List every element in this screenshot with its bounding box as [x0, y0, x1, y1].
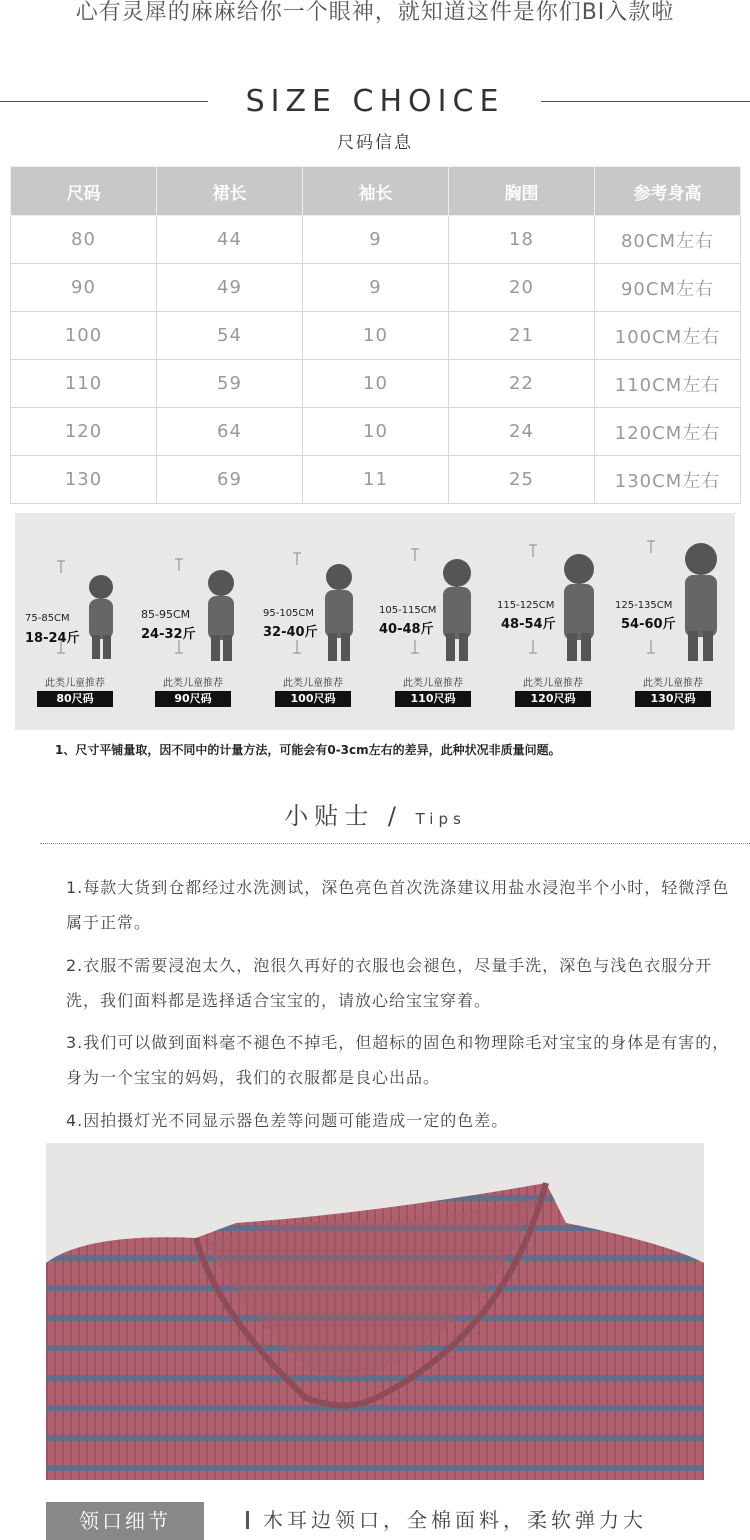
bar-divider — [246, 1511, 249, 1529]
cell-sleeve: 9 — [303, 264, 449, 312]
table-row — [11, 216, 741, 264]
promo-headline: 心有灵犀的麻麻给你一个眼神，就知道这件是你们BI入款啦 — [75, 0, 675, 25]
cell-sleeve: 10 — [303, 408, 449, 456]
cell-sleeve: 10 — [303, 360, 449, 408]
cell-size: 80 — [11, 216, 157, 264]
kid-guide-100 — [253, 513, 373, 730]
size-badge: 90尺码 — [155, 691, 231, 707]
size-table-header — [11, 167, 741, 216]
child-silhouette-icon — [613, 513, 733, 673]
cell-height: 100CM左右 — [595, 312, 741, 360]
cell-chest: 20 — [449, 264, 595, 312]
header-sleeve: 袖长 — [303, 167, 449, 216]
size-choice-title: SIZE CHOICE — [245, 84, 505, 119]
size-badge: 80尺码 — [37, 691, 113, 707]
tip-item: 4.因拍摄灯光不同显示器色差等问题可能造成一定的色差。 — [66, 1111, 509, 1130]
child-silhouette-icon — [373, 513, 493, 673]
weight-range: 24-32斤 — [141, 627, 196, 642]
cell-height: 80CM左右 — [595, 216, 741, 264]
collar-detail-description — [246, 1505, 647, 1535]
cell-size: 100 — [11, 312, 157, 360]
tip-item: 3.我们可以做到面料毫不褪色不掉毛，但超标的固色和物理除毛对宝宝的身体是有害的，身为一个宝宝的妈妈，我们的衣服都是良心出品。 — [66, 1033, 730, 1087]
recommend-label: 此类儿童推荐 — [283, 678, 343, 689]
size-badge: 130尺码 — [635, 691, 711, 707]
cell-chest: 21 — [449, 312, 595, 360]
height-range: 75-85CM — [25, 613, 70, 624]
collar-detail-tag: 领口细节 — [46, 1502, 204, 1540]
kid-guide-110 — [373, 513, 493, 730]
size-table — [10, 166, 741, 504]
size-badge: 120尺码 — [515, 691, 591, 707]
tips-slash: / — [387, 802, 402, 830]
cell-size: 90 — [11, 264, 157, 312]
height-guide-panel — [15, 513, 735, 730]
recommend-label: 此类儿童推荐 — [643, 678, 703, 689]
cell-length: 69 — [157, 456, 303, 504]
child-silhouette-icon — [15, 513, 135, 673]
tips-title-cn: 小贴士 — [284, 802, 375, 830]
cell-length: 64 — [157, 408, 303, 456]
weight-range: 18-24斤 — [25, 631, 80, 646]
header-size: 尺码 — [11, 167, 157, 216]
height-range: 125-135CM — [615, 600, 673, 611]
tips-title-en: Tips — [415, 810, 466, 828]
size-choice-subtitle: 尺码信息 — [337, 133, 413, 153]
striped-shirt-illustration — [46, 1143, 704, 1480]
cell-height: 90CM左右 — [595, 264, 741, 312]
table-row — [11, 312, 741, 360]
cell-length: 49 — [157, 264, 303, 312]
table-row — [11, 264, 741, 312]
table-row — [11, 456, 741, 504]
cell-height: 120CM左右 — [595, 408, 741, 456]
recommend-label: 此类儿童推荐 — [523, 678, 583, 689]
cell-chest: 24 — [449, 408, 595, 456]
tip-item: 2.衣服不需要浸泡太久，泡很久再好的衣服也会褪色，尽量手洗，深色与浅色衣服分开洗，我们面料都是选择适合宝宝的，请放心给宝宝穿着。 — [66, 956, 713, 1010]
child-silhouette-icon — [253, 513, 373, 673]
table-row — [11, 360, 741, 408]
cell-height: 110CM左右 — [595, 360, 741, 408]
recommend-label: 此类儿童推荐 — [45, 678, 105, 689]
height-range: 115-125CM — [497, 600, 555, 611]
recommend-label: 此类儿童推荐 — [403, 678, 463, 689]
kid-guide-130 — [613, 513, 733, 730]
table-row — [11, 408, 741, 456]
size-badge: 100尺码 — [275, 691, 351, 707]
header-chest: 胸围 — [449, 167, 595, 216]
child-silhouette-icon — [493, 513, 613, 673]
recommend-label: 此类儿童推荐 — [163, 678, 223, 689]
measurement-note: 1、尺寸平铺量取，因不同中的计量方法，可能会有0-3cm左右的差异，此种状况非质量问题。 — [55, 743, 561, 757]
kid-guide-120 — [493, 513, 613, 730]
header-height: 参考身高 — [595, 167, 741, 216]
tip-item: 1.每款大货到仓都经过水洗测试，深色亮色首次洗涤建议用盐水浸泡半个小时，轻微浮色属于正常。 — [66, 878, 730, 932]
height-range: 95-105CM — [263, 608, 315, 619]
tips-divider — [40, 843, 750, 844]
cell-size: 120 — [11, 408, 157, 456]
cell-length: 44 — [157, 216, 303, 264]
cell-chest: 22 — [449, 360, 595, 408]
cell-length: 59 — [157, 360, 303, 408]
collar-detail-photo — [46, 1143, 704, 1480]
detail-text: 木耳边领口，全棉面料，柔软弹力大 — [263, 1508, 647, 1532]
header-length: 裙长 — [157, 167, 303, 216]
weight-range: 40-48斤 — [379, 622, 434, 637]
kid-guide-90 — [133, 513, 253, 730]
cell-sleeve: 10 — [303, 312, 449, 360]
weight-range: 48-54斤 — [501, 617, 556, 632]
cell-chest: 18 — [449, 216, 595, 264]
size-badge: 110尺码 — [395, 691, 471, 707]
cell-sleeve: 11 — [303, 456, 449, 504]
cell-size: 110 — [11, 360, 157, 408]
cell-chest: 25 — [449, 456, 595, 504]
weight-range: 54-60斤 — [621, 617, 676, 632]
cell-height: 130CM左右 — [595, 456, 741, 504]
kid-guide-80 — [15, 513, 135, 730]
height-range: 85-95CM — [141, 608, 191, 621]
child-silhouette-icon — [133, 513, 253, 673]
height-range: 105-115CM — [379, 605, 437, 616]
tips-title — [0, 796, 750, 831]
cell-sleeve: 9 — [303, 216, 449, 264]
cell-length: 54 — [157, 312, 303, 360]
cell-size: 130 — [11, 456, 157, 504]
weight-range: 32-40斤 — [263, 625, 318, 640]
